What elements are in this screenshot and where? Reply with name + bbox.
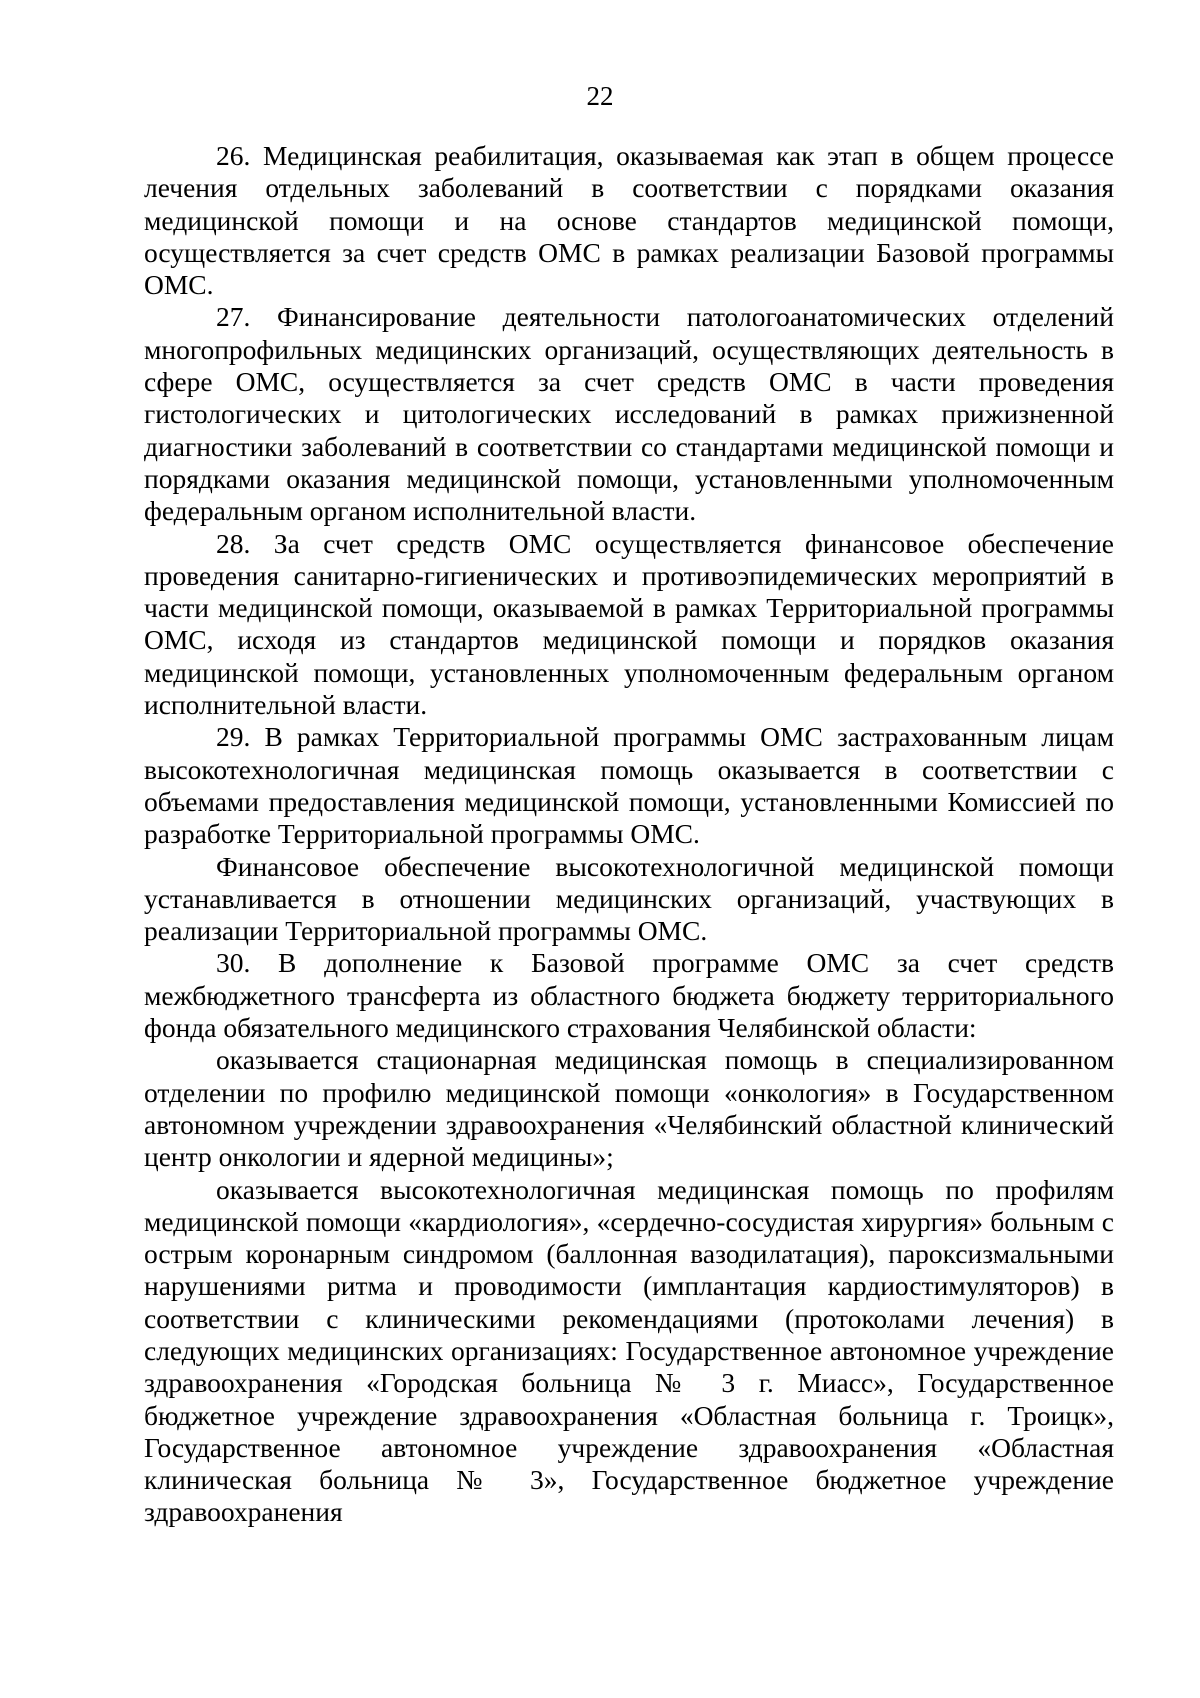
paragraph-30-cardiology: оказывается высокотехнологичная медицинская помощь по профилям медицинской помощи «кардиология», «сердечно-сосудистая хирургия» больным с острым коронарным синдромом (баллонная вазодилатация), пароксизмальными нарушениями ритма и проводимости (имплантация кардиостимуляторов) в соответствии с клиническими рекомендациями (протоколами лечения) в следующих медицинских организациях: Государственное автономное учреждение здравоохранения «Городская больница № 3 г. Миасс», Государственное бюджетное учреждение здравоохранения «Областная больница г. Троицк», Государственное автономное учреждение здравоохранения «Областная клиническая больница № 3», Государственное бюджетное учреждение здравоохранения xyxy=(144,1173,1114,1528)
paragraph-29: 29. В рамках Территориальной программы ОМС застрахованным лицам высокотехнологичная медицинская помощь оказывается в соответствии с объемами предоставления медицинской помощи, установленными Комиссией по разработке Территориальной программы ОМС. xyxy=(144,721,1114,850)
paragraph-27: 27. Финансирование деятельности патологоанатомических отделений многопрофильных медицинских организаций, осуществляющих деятельность в сфере ОМС, осуществляется за счет средств ОМС в части проведения гистологических и цитологических исследований в рамках прижизненной диагностики заболеваний в соответствии со стандартами медицинской помощи и порядками оказания медицинской помощи, установленными уполномоченным федеральным органом исполнительной власти. xyxy=(144,301,1114,527)
paragraph-28: 28. За счет средств ОМС осуществляется финансовое обеспечение проведения санитарно-гигиенических и противоэпидемических мероприятий в части медицинской помощи, оказываемой в рамках Территориальной программы ОМС, исходя из стандартов медицинской помощи и порядков оказания медицинской помощи, установленных уполномоченным федеральным органом исполнительной власти. xyxy=(144,527,1114,721)
paragraph-30: 30. В дополнение к Базовой программе ОМС за счет средств межбюджетного трансферта из областного бюджета бюджету территориального фонда обязательного медицинского страхования Челябинской области: xyxy=(144,947,1114,1044)
paragraph-29-financing: Финансовое обеспечение высокотехнологичной медицинской помощи устанавливается в отношении медицинских организаций, участвующих в реализации Территориальной программы ОМС. xyxy=(144,850,1114,947)
paragraph-26: 26. Медицинская реабилитация, оказываемая как этап в общем процессе лечения отдельных заболеваний в соответствии с порядками оказания медицинской помощи и на основе стандартов медицинской помощи, осуществляется за счет средств ОМС в рамках реализации Базовой программы ОМС. xyxy=(144,140,1114,301)
page-number: 22 xyxy=(586,81,614,111)
paragraph-30-oncology: оказывается стационарная медицинская помощь в специализированном отделении по профилю медицинской помощи «онкология» в Государственном автономном учреждении здравоохранения «Челябинский областной клинический центр онкологии и ядерной медицины»; xyxy=(144,1044,1114,1173)
document-body xyxy=(144,140,1114,1529)
